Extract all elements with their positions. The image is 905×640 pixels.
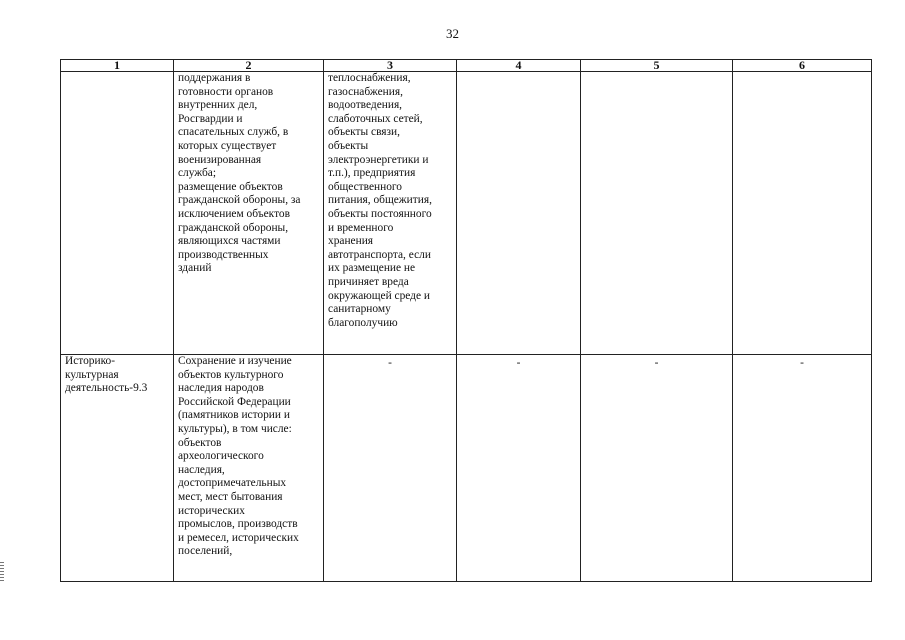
column-header-4: 4	[457, 60, 581, 72]
table-cell-col5	[581, 72, 733, 355]
page-number: 32	[446, 26, 459, 41]
column-header-3: 3	[324, 60, 457, 72]
column-header-2: 2	[174, 60, 324, 72]
column-header-1: 1	[61, 60, 174, 72]
table-cell-col6	[733, 72, 872, 355]
table-cell-col4: -	[457, 355, 581, 582]
table-row	[61, 355, 872, 582]
table-cell-col3: теплоснабжения, газоснабжения, водоотведения, слаботочных сетей, объекты связи, объекты электроэнергетики и т.п.), предприятия общественного питания, общежития, объекты постоянного и временного хранения автотранспорта, если их размещение не причиняет вреда окружающей среде и санитарному благополучию	[324, 72, 457, 355]
table-cell-col1: Историко- культурная деятельность-9.3	[61, 355, 174, 582]
table-cell-col5: -	[581, 355, 733, 582]
column-header-6: 6	[733, 60, 872, 72]
table-cell-col6: -	[733, 355, 872, 582]
table-cell-col1	[61, 72, 174, 355]
table-header-row	[61, 60, 872, 72]
regulations-table	[60, 59, 872, 582]
table-row	[61, 72, 872, 355]
table-cell-col2: Сохранение и изучение объектов культурного наследия народов Российской Федерации (памятников истории и культуры), в том числе: объектов археологического наследия, достопримечательных мест, мест бытования исторических промыслов, производств и ремесел, исторических поселений,	[174, 355, 324, 582]
table-cell-col4	[457, 72, 581, 355]
scan-margin-mark	[0, 562, 4, 582]
column-header-5: 5	[581, 60, 733, 72]
table-cell-col3: -	[324, 355, 457, 582]
table-cell-col2: поддержания в готовности органов внутренних дел, Росгвардии и спасательных служб, в которых существует военизированная служба; размещение объектов гражданской обороны, за исключением объектов гражданской обороны, являющихся частями производственных зданий	[174, 72, 324, 355]
